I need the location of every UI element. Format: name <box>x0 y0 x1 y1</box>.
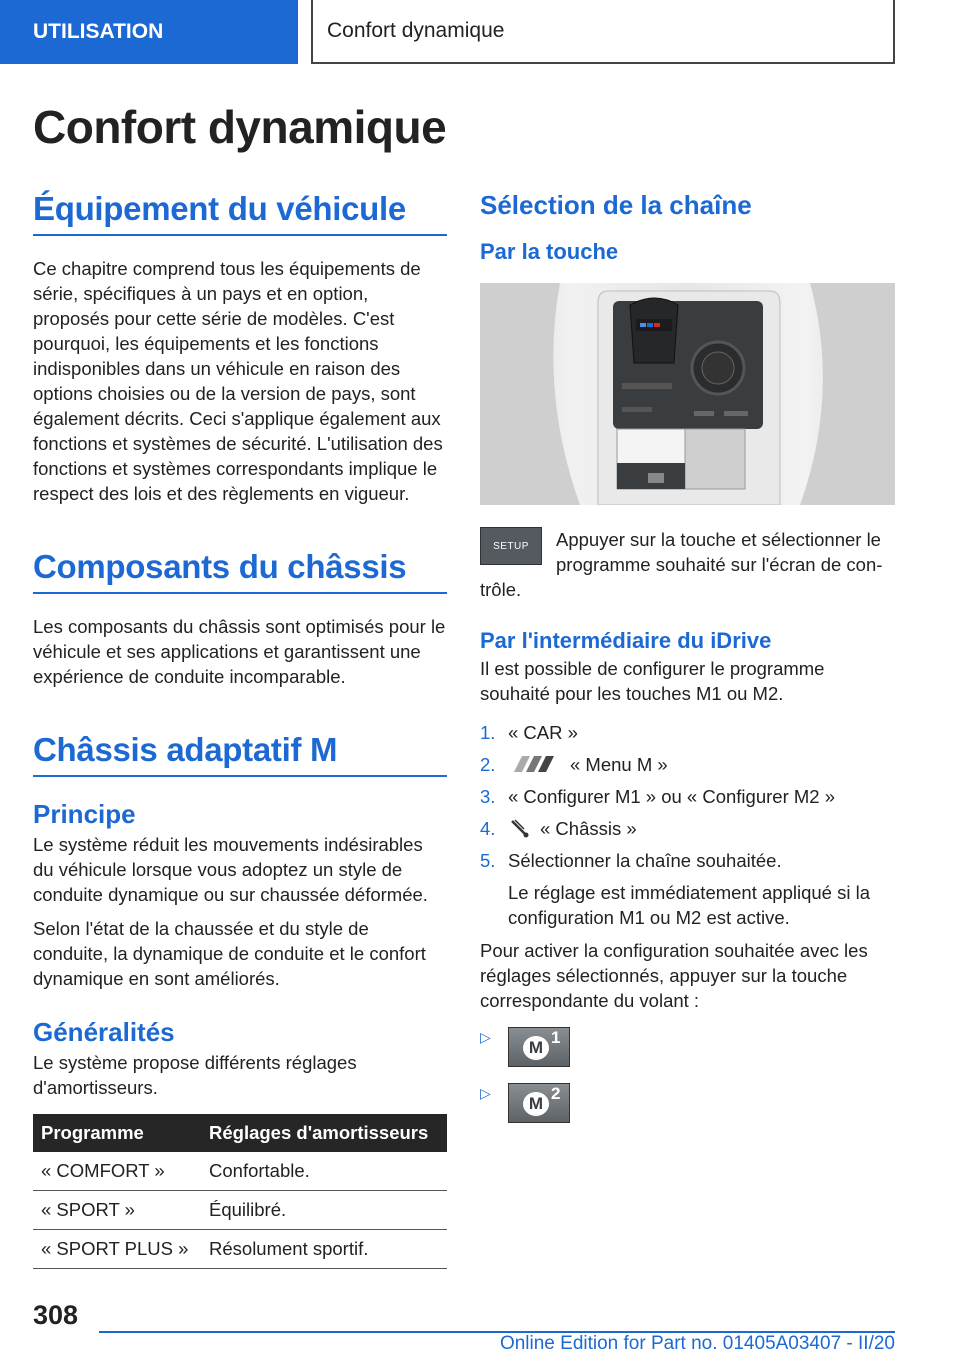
list-item <box>480 848 895 873</box>
m1-key-item <box>480 1027 895 1067</box>
list-item <box>480 720 895 745</box>
by-button-heading: Par la touche <box>480 239 619 264</box>
console-illustration <box>480 283 895 505</box>
center-console-photo <box>480 283 895 505</box>
m-index: 1 <box>551 1028 561 1047</box>
step-text: « Châssis » <box>540 818 637 839</box>
idrive-heading: Par l'intermédiaire du iDrive <box>480 628 772 653</box>
m-index: 2 <box>551 1084 561 1103</box>
step-number: 5. <box>480 850 496 871</box>
table-cell: Résolument sportif. <box>201 1230 447 1269</box>
chassis-text: Les composants du châssis sont optimisés pour le véhicule et ses applications et garantissent une expérience de conduite incomparable. <box>33 616 446 687</box>
m1-key-icon <box>508 1027 570 1067</box>
idrive-steps <box>480 720 895 873</box>
step-number: 2. <box>480 754 496 775</box>
principle-text-2: Selon l'état de la chaussée et du style de conduite, la dynamique de conduite et le confort dynamique en sont améliorés. <box>33 918 426 989</box>
list-item <box>480 784 895 809</box>
list-item <box>480 752 895 777</box>
m-letter: M <box>523 1092 549 1116</box>
m2-key-icon <box>508 1083 570 1123</box>
edition-footer: Online Edition for Part no. 01405A03407 - II/20 <box>499 1333 895 1354</box>
page-title: Confort dynamique <box>33 101 447 153</box>
table-cell: « SPORT » <box>33 1191 201 1230</box>
selection-heading: Sélection de la chaîne <box>480 190 752 220</box>
chassis-heading: Composants du châssis <box>33 548 447 594</box>
chapter-header: Confort dynamique <box>311 0 895 64</box>
table-row <box>33 1191 447 1230</box>
general-text: Le système propose différents réglages d'amortisseurs. <box>33 1052 357 1098</box>
m2-key-item <box>480 1083 895 1123</box>
table-header-row <box>33 1114 447 1152</box>
setup-instruction <box>480 527 895 577</box>
bullet-triangle-icon: ▷ <box>480 1085 491 1101</box>
left-column <box>33 190 447 1269</box>
table-cell: Équilibré. <box>201 1191 447 1230</box>
general-heading: Généralités <box>33 1017 175 1047</box>
right-column <box>480 190 895 1123</box>
bullet-triangle-icon: ▷ <box>480 1029 491 1045</box>
table-header-program: Programme <box>33 1114 201 1152</box>
table-cell: « COMFORT » <box>33 1152 201 1191</box>
m-menu-icon <box>508 754 558 774</box>
page-number: 308 <box>33 1300 79 1330</box>
list-item <box>480 816 895 841</box>
adaptive-chassis-heading: Châssis adaptatif M <box>33 731 447 777</box>
equipment-heading: Équipement du véhicule <box>33 190 447 236</box>
activate-text: Pour activer la configuration souhaitée avec les réglages sélectionnés, appuyer sur la touche correspondante du volant : <box>480 940 868 1011</box>
step-text: « CAR » <box>508 722 578 743</box>
table-row <box>33 1230 447 1269</box>
chassis-icon <box>508 818 530 838</box>
step-text: « Configurer M1 » ou « Configurer M2 » <box>508 786 836 807</box>
table-row <box>33 1152 447 1191</box>
table-cell: Confortable. <box>201 1152 447 1191</box>
step-text: Sélectionner la chaîne souhaitée. <box>508 850 782 871</box>
step5-note: Le réglage est immédiatement appliqué si la configuration M1 ou M2 est active. <box>508 882 870 928</box>
principle-heading: Principe <box>33 799 136 829</box>
damper-settings-table <box>33 1114 447 1269</box>
setup-text-start: Appuyer sur la touche et sélectionner le programme souhaité sur l'écran de con- <box>556 529 883 575</box>
idrive-text: Il est possible de configurer le programme souhaité pour les touches M1 ou M2. <box>480 658 825 704</box>
table-cell: « SPORT PLUS » <box>33 1230 201 1269</box>
step-number: 4. <box>480 818 496 839</box>
step-text: « Menu M » <box>570 754 668 775</box>
section-tab: UTILISATION <box>0 0 298 64</box>
setup-text-end: trôle. <box>480 579 522 600</box>
m-letter: M <box>523 1036 549 1060</box>
step-number: 1. <box>480 722 496 743</box>
table-header-settings: Réglages d'amortisseurs <box>201 1114 447 1152</box>
step-number: 3. <box>480 786 496 807</box>
principle-text-1: Le système réduit les mouvements indésirables du véhicule lorsque vous adoptez un style de conduite dynamique ou sur chaussée déformée. <box>33 834 428 905</box>
equipment-text: Ce chapitre comprend tous les équipements de série, spécifiques à un pays et en option, proposés pour cette série de modèles. C'est pourquoi, les équipements et les fonctions indisponibles dans un véhicule en raison des options choisies ou de la version de pays, sont également décrits. Ceci s'applique également aux fonctions et systèmes de sécurité. L'utilisation des fonctions et systèmes correspondants implique le respect des lois et des règlements en vigueur. <box>33 258 443 504</box>
setup-button-icon: SETUP <box>480 527 542 565</box>
